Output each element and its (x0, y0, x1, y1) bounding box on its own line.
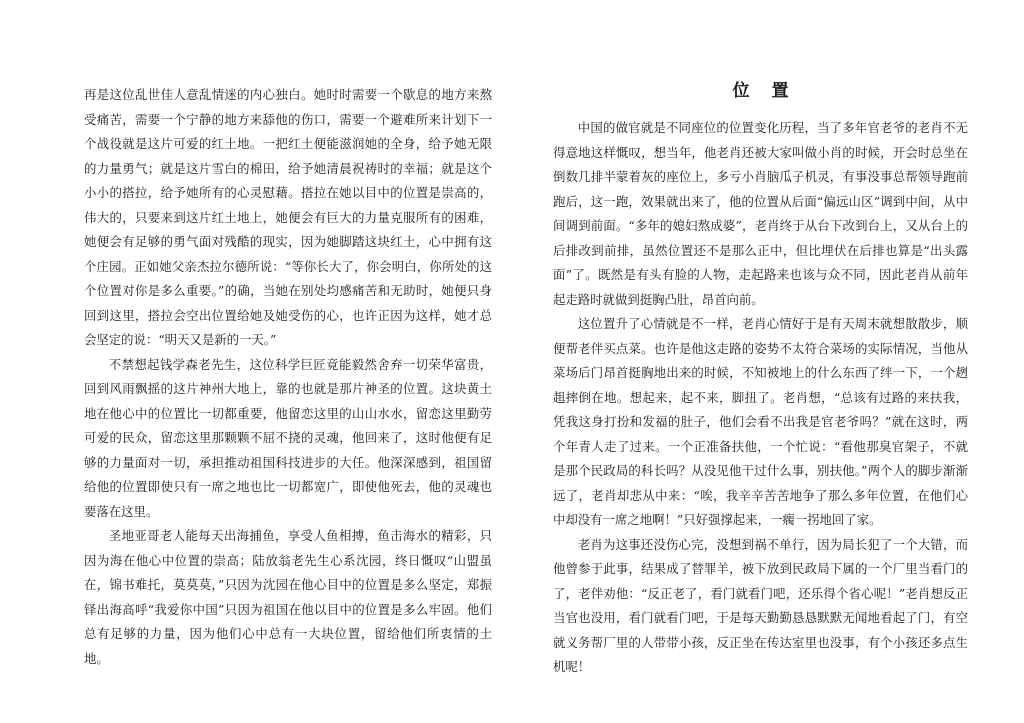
page-title: 位置 (732, 81, 811, 101)
right-paragraph-1: 中国的做官就是不同座位的位置变化历程，当了多年官老爷的老肖不无得意地这样慨叹，想当年，他老肖还被大家叫做小肖的时候，开会时总坐在倒数几排半蒙着灰的座位上，多亏小肖脑瓜子机灵，有事没事总帮领导跑前跑后，这一跑，效果就出来了，他的位置从后面“偏远山区”调到中间，从中间调到前面。“多年的媳妇熬成婆”，老肖终于从台下改到台上，又从台上的后排改到前排，虽然位置还不是那么正中，但比埋伏在后排也算是“出头露面”了。既然是有头有脸的人物，走起路来也该与众不同，因此老肖从前年起走路时就做到挺胸凸肚，昂首向前。 (553, 120, 968, 307)
left-paragraph-1: 再是这位乱世佳人意乱情迷的内心独白。她时时需要一个歇息的地方来熬受痛苦，需要一个宁静的地方来舔他的伤口，需要一个避难所来计划下一个战役就是这片可爱的红土地。一把红土便能滋润她的全身，给予她无限的力量勇气；就是这片雪白的棉田，给予她清晨祝祷时的幸福；就是这个小小的搭拉，给予她所有的心灵慰藉。搭拉在她以目中的位置是崇高的，伟大的，只要来到这片红土地上，她便会有巨大的力量克服所有的困难，她便会有足够的勇气面对残酷的现实，因为她脚踏这块红土，心中拥有这个庄园。正如她父亲杰拉尔德所说：“等你长大了，你会明白，你所处的这个位置对你是多么重要。”的确，当她在别处均感痛苦和无助时，她便只身回到这里，搭拉会空出位置给她及她受伤的心，也许正因为这样，她才总会坚定的说：“明天又是新的一天。” (84, 87, 492, 347)
left-paragraph-2: 不禁想起钱学森老先生，这位科学巨匠竟能毅然舍弃一切荣华富贵，回到风雨飘摇的这片神州大地上，靠的也就是那片神圣的位置。这块黄土地在他心中的位置比一切都重要，他留恋这里的山山水水，留恋这里勤劳可爱的民众，留恋这里那颗颗不屈不挠的灵魂，他回来了，这时他便有足够的力量面对一切，承担推动祖国科技进步的大任。他深深感到，祖国留给他的位置即使只有一席之地也比一切都宽广，即使他死去，他的灵魂也要落在这里。 (84, 356, 492, 519)
right-paragraph-3: 老肖为这事还没伤心完，没想到祸不单行，因为局长犯了一个大错，而他曾参于此事，结果成了替罪羊，被下放到民政局下属的一个厂里当看门的了，老伴劝他：“反正老了，看门就看门吧，还乐得个省心呢！”老肖想反正当官也没用，看门就看门吧，于是每天勤勤恳恳默默无闻地看起了门，有空就义务帮厂里的人带带小孩，反正坐在传达室里也没事，有个小孩还多点生机呢！ (553, 536, 968, 674)
left-page (84, 83, 492, 671)
left-paragraph-3: 圣地亚哥老人能每天出海捕鱼，享受人鱼相搏，鱼击海水的精彩，只因为海在他心中位置的崇高；陆放翁老先生心系沈园，终日慨叹“山盟虽在，锦书难托，莫莫莫，”只因为沈园在他心目中的位置是多么坚定，郑振铎出海高呼“我爱你中国”只因为祖国在他以目中的位置是多么牢固。他们总有足够的力量，因为他们心中总有一大块位置，留给他们所衷情的土地。 (84, 528, 492, 666)
right-page (553, 78, 968, 680)
right-paragraph-2: 这位置升了心情就是不一样，老肖心情好于是有天周末就想散散步，顺便帮老伴买点菜。也许是他这走路的姿势不太符合菜场的实际情况，当他从菜场后门昂首挺胸地出来的时候，不知被地上的什么东西了绊一下，一个趔趄摔倒在地。想起来，起不来，脚扭了。老肖想，“总该有过路的来扶我，凭我这身打扮和发福的肚子，他们会看不出我是官老爷吗？”就在这时，两个年青人走了过来。一个正准备扶他，一个忙说：“看他那臭官架子，不就是那个民政局的科长吗？从没见他干过什么事，别扶他。”两个人的脚步渐渐远了，老肖却悲从中来：“唉，我辛辛苦苦地争了那么多年位置，在他们心中却没有一席之地啊！”只好强撑起来，一瘸一拐地回了家。 (553, 316, 968, 527)
